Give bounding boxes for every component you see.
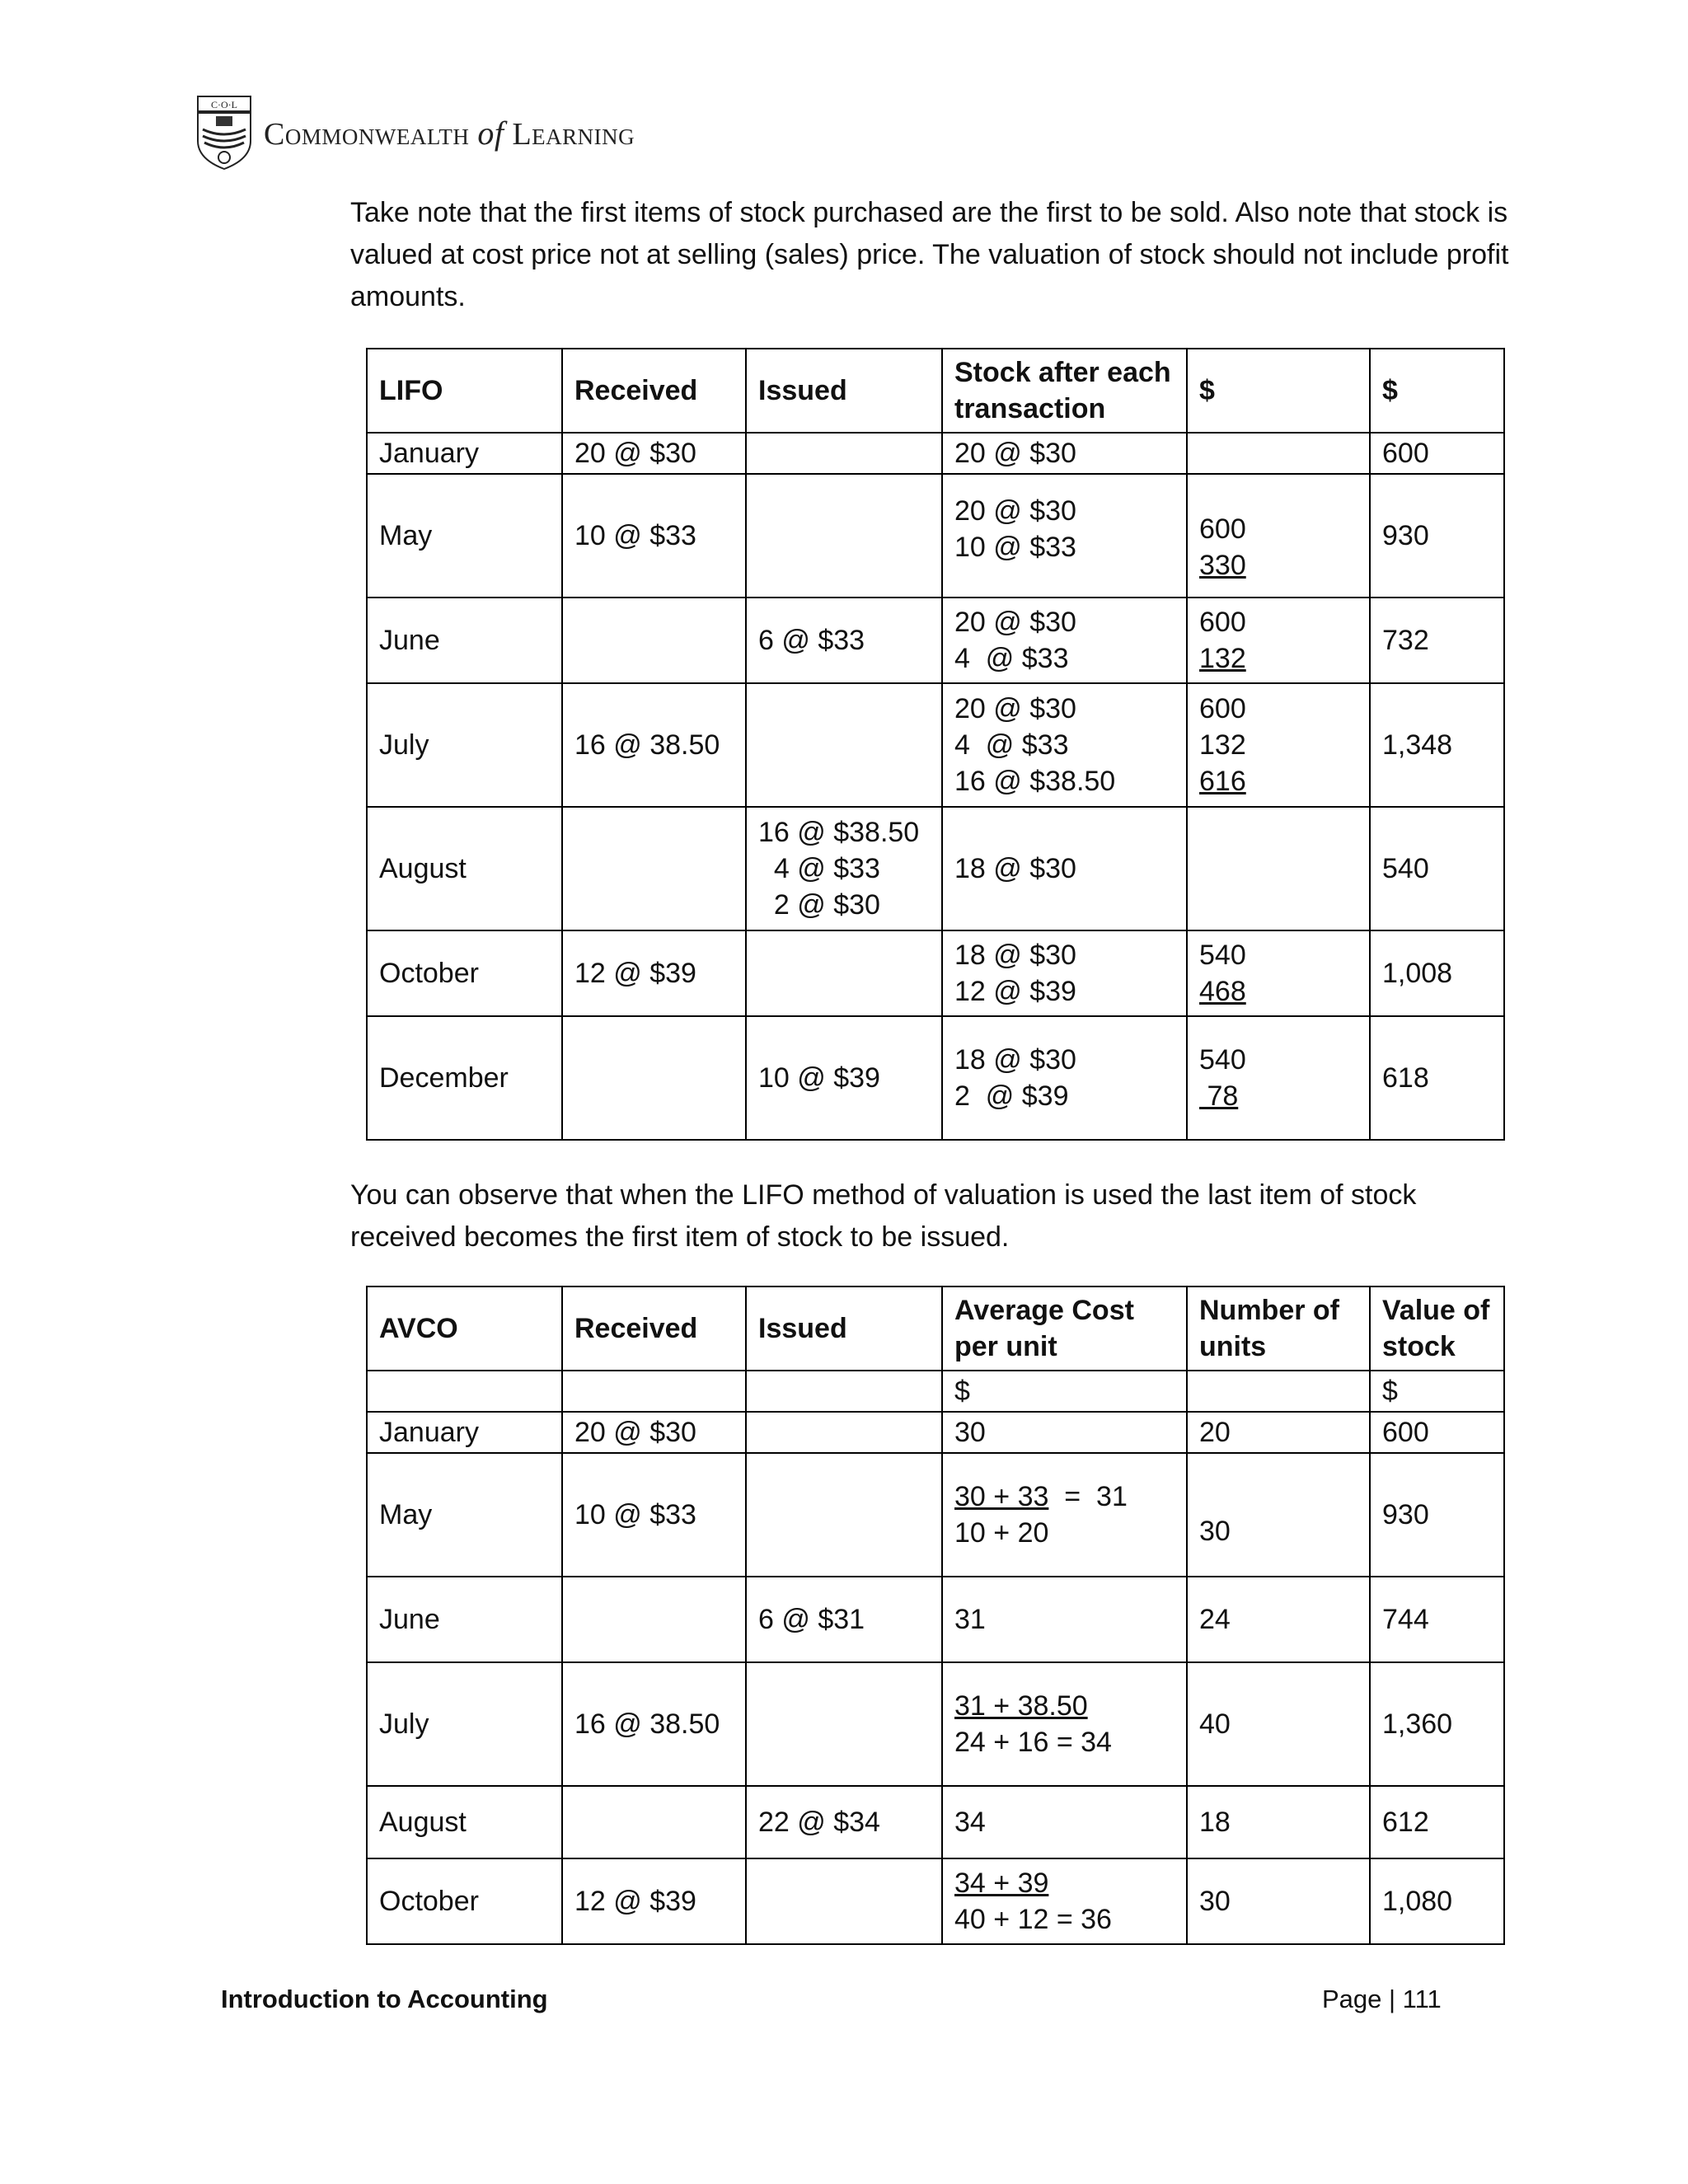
stock-line: 16 @ $38.50 — [954, 766, 1116, 797]
month-cell: December — [367, 1016, 562, 1140]
stock-line: 20 @ $30 — [954, 495, 1076, 527]
lifo-header-row — [367, 349, 1504, 433]
unit-cell: $ — [1370, 1371, 1504, 1412]
unit-cell: $ — [942, 1371, 1187, 1412]
amount-line: 600 — [1199, 693, 1246, 724]
avg-denominator: 40 + 12 = 36 — [954, 1904, 1112, 1935]
amount-line: 540 — [1199, 940, 1246, 971]
received-cell — [562, 598, 746, 683]
lifo-note-paragraph: You can observe that when the LIFO method of valuation is used the last item of stock received becomes the first item of stock to be issued. — [350, 1179, 1417, 1253]
avg-numerator: 31 + 38.50 — [954, 1690, 1088, 1722]
amount-line — [1199, 640, 1357, 677]
avg-numerator-line — [954, 1479, 1175, 1515]
received-cell — [562, 1786, 746, 1858]
month-cell: October — [367, 930, 562, 1016]
avco-header-method: AVCO — [367, 1286, 562, 1371]
received-cell: 12 @ $39 — [562, 930, 746, 1016]
avg-numerator-line — [954, 1865, 1175, 1901]
amount-line — [1199, 547, 1357, 583]
amount-underlined: 330 — [1199, 550, 1246, 581]
amount-underlined: 78 — [1199, 1080, 1239, 1112]
issued-cell: 6 @ $33 — [746, 598, 942, 683]
amount-cell — [1187, 930, 1370, 1016]
avg-cost-cell — [942, 1453, 1187, 1577]
avco-header-value: Value of stock — [1370, 1286, 1504, 1371]
amount-underlined: 132 — [1199, 643, 1246, 674]
issued-cell: 10 @ $39 — [746, 1016, 942, 1140]
logo-word-learning: Learning — [512, 116, 635, 152]
received-cell: 12 @ $39 — [562, 1858, 746, 1944]
stock-line: 2 @ $39 — [954, 1080, 1069, 1112]
avco-header-units: Number of units — [1187, 1286, 1370, 1371]
amount-cell — [1187, 474, 1370, 598]
lifo-table — [366, 348, 1505, 1141]
value-cell: 744 — [1370, 1577, 1504, 1662]
month-cell: January — [367, 1412, 562, 1453]
stock-cell — [942, 683, 1187, 807]
table-row — [367, 930, 1504, 1016]
stock-cell — [942, 433, 1187, 474]
total-cell: 1,008 — [1370, 930, 1504, 1016]
stock-cell — [942, 474, 1187, 598]
footer-title: Introduction to Accounting — [221, 1985, 548, 2013]
received-cell: 20 @ $30 — [562, 433, 746, 474]
table-row — [367, 598, 1504, 683]
total-cell: 930 — [1370, 474, 1504, 598]
logo-word-of: of — [477, 114, 504, 152]
issued-cell: 6 @ $31 — [746, 1577, 942, 1662]
avco-header-avg-cost: Average Cost per unit — [942, 1286, 1187, 1371]
received-cell: 10 @ $33 — [562, 1453, 746, 1577]
value-cell: 600 — [1370, 1412, 1504, 1453]
total-cell: 618 — [1370, 1016, 1504, 1140]
issued-cell — [746, 433, 942, 474]
lifo-header-received: Received — [562, 349, 746, 433]
issued-cell — [746, 683, 942, 807]
month-cell: June — [367, 598, 562, 683]
table-row — [367, 807, 1504, 930]
month-cell: June — [367, 1577, 562, 1662]
units-cell: 18 — [1187, 1786, 1370, 1858]
stock-line: 18 @ $30 — [954, 940, 1076, 971]
avg-denominator: 24 + 16 = 34 — [954, 1727, 1112, 1758]
value-cell: 930 — [1370, 1453, 1504, 1577]
table-row — [367, 1016, 1504, 1140]
unit-cell — [562, 1371, 746, 1412]
table-row — [367, 1577, 1504, 1662]
avg-cost-cell — [942, 1858, 1187, 1944]
avg-numerator-line — [954, 1688, 1175, 1724]
table-row — [367, 1412, 1504, 1453]
received-cell: 16 @ 38.50 — [562, 1662, 746, 1786]
avg-numerator: 34 + 39 — [954, 1868, 1049, 1899]
page-number: Page | 111 — [1322, 1985, 1442, 2013]
issued-cell — [746, 930, 942, 1016]
units-value: 30 — [1199, 1516, 1231, 1547]
amount-underlined: 468 — [1199, 976, 1246, 1007]
units-cell: 20 — [1187, 1412, 1370, 1453]
table-row — [367, 1453, 1504, 1577]
amount-cell — [1187, 1016, 1370, 1140]
issued-cell — [746, 1858, 942, 1944]
avg-cost-cell: 34 — [942, 1786, 1187, 1858]
stock-line: 10 @ $33 — [954, 532, 1076, 563]
amount-line: 132 — [1199, 729, 1246, 761]
lifo-header-method: LIFO — [367, 349, 562, 433]
avco-header-issued: Issued — [746, 1286, 942, 1371]
issued-cell — [746, 1412, 942, 1453]
month-cell: October — [367, 1858, 562, 1944]
month-cell: January — [367, 433, 562, 474]
unit-cell — [1187, 1371, 1370, 1412]
col-shield-icon — [196, 95, 252, 171]
value-cell: 612 — [1370, 1786, 1504, 1858]
logo-word-commonwealth: Commonwealth — [264, 116, 470, 152]
avg-cost-cell: 31 — [942, 1577, 1187, 1662]
lifo-header-stock: Stock after each transaction — [942, 349, 1187, 433]
received-cell: 20 @ $30 — [562, 1412, 746, 1453]
logo-wordmark — [264, 114, 635, 152]
issued-cell: 22 @ $34 — [746, 1786, 942, 1858]
unit-cell — [367, 1371, 562, 1412]
unit-cell — [746, 1371, 942, 1412]
amount-line: 600 — [1199, 607, 1246, 638]
avg-result: = 31 — [1048, 1481, 1128, 1512]
received-cell: 16 @ 38.50 — [562, 683, 746, 807]
month-cell: August — [367, 1786, 562, 1858]
table-row — [367, 683, 1504, 807]
avco-units-row — [367, 1371, 1504, 1412]
total-cell: 540 — [1370, 807, 1504, 930]
stock-cell — [942, 930, 1187, 1016]
stock-line: 20 @ $30 — [954, 607, 1076, 638]
total-cell: 1,348 — [1370, 683, 1504, 807]
table-row — [367, 1662, 1504, 1786]
total-cell: 600 — [1370, 433, 1504, 474]
table-row — [367, 433, 1504, 474]
stock-line: 4 @ $33 — [954, 729, 1069, 761]
stock-cell — [942, 807, 1187, 930]
stock-line: 12 @ $39 — [954, 976, 1076, 1007]
avco-table — [366, 1286, 1505, 1945]
avg-cost-cell: 30 — [942, 1412, 1187, 1453]
issued-cell: 16 @ $38.50 4 @ $33 2 @ $30 — [746, 807, 942, 930]
table-row — [367, 1858, 1504, 1944]
lifo-header-issued: Issued — [746, 349, 942, 433]
month-cell: July — [367, 1662, 562, 1786]
month-cell: August — [367, 807, 562, 930]
intro-paragraph: Take note that the first items of stock purchased are the first to be sold. Also note that stock is valued at cost price not at selling (sales) price. The valuation of stock should not include profit amounts. — [350, 197, 1509, 312]
stock-line: 4 @ $33 — [954, 643, 1069, 674]
issued-cell — [746, 1662, 942, 1786]
avg-cost-cell — [942, 1662, 1187, 1786]
stock-cell — [942, 1016, 1187, 1140]
amount-cell — [1187, 683, 1370, 807]
value-cell: 1,080 — [1370, 1858, 1504, 1944]
stock-cell — [942, 598, 1187, 683]
avco-header-received: Received — [562, 1286, 746, 1371]
received-cell — [562, 1577, 746, 1662]
amount-cell — [1187, 598, 1370, 683]
amount-line — [1199, 973, 1357, 1010]
amount-cell — [1187, 433, 1370, 474]
received-cell — [562, 807, 746, 930]
table-row — [367, 474, 1504, 598]
stock-line: 20 @ $30 — [954, 438, 1076, 469]
lifo-header-amount: $ — [1187, 349, 1370, 433]
month-cell: July — [367, 683, 562, 807]
units-cell: 40 — [1187, 1662, 1370, 1786]
stock-line: 18 @ $30 — [954, 1044, 1076, 1076]
col-logo — [196, 95, 635, 171]
amount-cell — [1187, 807, 1370, 930]
received-cell — [562, 1016, 746, 1140]
units-cell: 30 — [1187, 1858, 1370, 1944]
month-cell: May — [367, 1453, 562, 1577]
lifo-header-total: $ — [1370, 349, 1504, 433]
amount-underlined: 616 — [1199, 766, 1246, 797]
units-cell: 24 — [1187, 1577, 1370, 1662]
month-cell: May — [367, 474, 562, 598]
total-cell: 732 — [1370, 598, 1504, 683]
logo-seal-text: C·O·L — [211, 99, 237, 110]
avg-denominator: 10 + 20 — [954, 1517, 1049, 1549]
value-cell: 1,360 — [1370, 1662, 1504, 1786]
received-cell: 10 @ $33 — [562, 474, 746, 598]
amount-line — [1199, 1078, 1357, 1114]
avg-numerator: 30 + 33 — [954, 1481, 1049, 1512]
table-row — [367, 1786, 1504, 1858]
amount-line — [1199, 763, 1357, 799]
issued-cell — [746, 474, 942, 598]
amount-line: 600 — [1199, 513, 1246, 545]
avco-header-row — [367, 1286, 1504, 1371]
issued-cell — [746, 1453, 942, 1577]
stock-line: 18 @ $30 — [954, 853, 1076, 884]
amount-line: 540 — [1199, 1044, 1246, 1076]
units-cell — [1187, 1453, 1370, 1577]
stock-line: 20 @ $30 — [954, 693, 1076, 724]
